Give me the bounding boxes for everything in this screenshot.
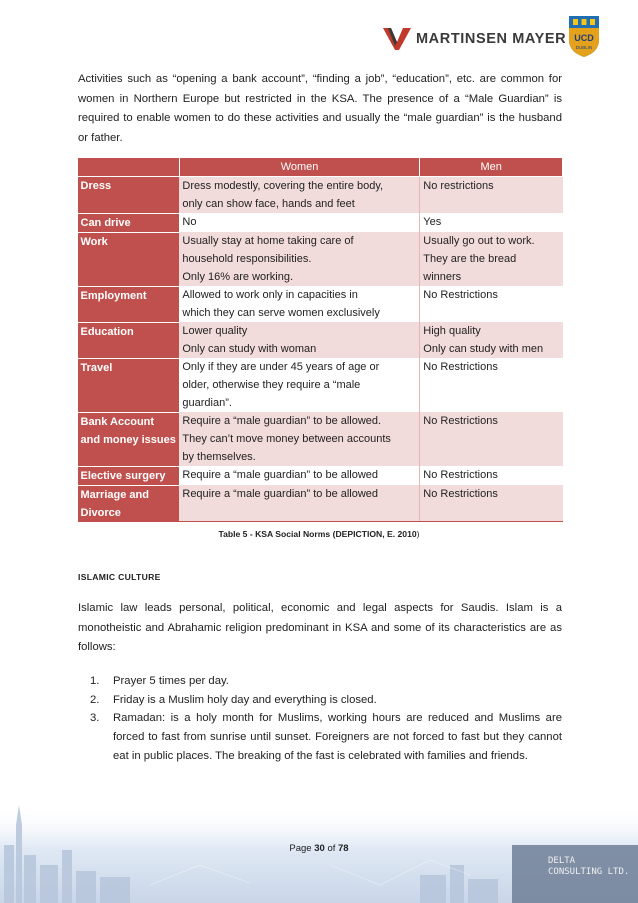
table-header-row xyxy=(78,158,563,177)
row-label: Bank Account and money issues xyxy=(78,412,180,466)
islam-characteristics-list xyxy=(90,672,562,766)
table-row xyxy=(78,322,563,358)
women-cell xyxy=(179,213,419,232)
women-cell xyxy=(179,177,419,214)
men-cell xyxy=(420,412,563,466)
table-row xyxy=(78,358,563,412)
cell-line: No xyxy=(182,216,197,228)
table-caption xyxy=(0,529,638,539)
cell-line: household responsibilities. xyxy=(182,253,312,265)
table-row xyxy=(78,485,563,522)
cell-line: They are the bread xyxy=(423,253,517,265)
ksa-social-norms-table xyxy=(77,157,563,522)
martinsen-mayer-brand: MARTINSEN MAYER xyxy=(416,31,567,47)
women-cell xyxy=(179,322,419,358)
cell-line: Usually stay at home taking care of xyxy=(182,235,354,247)
row-label: Travel xyxy=(78,358,180,412)
men-cell xyxy=(420,177,563,214)
cell-line: No restrictions xyxy=(423,180,494,192)
row-label: Can drive xyxy=(78,213,180,232)
header-empty xyxy=(78,158,180,177)
women-cell xyxy=(179,232,419,286)
footer-skyline-image xyxy=(0,805,638,903)
cell-line: No Restrictions xyxy=(423,361,498,373)
table-row xyxy=(78,232,563,286)
row-label: Marriage and Divorce xyxy=(78,485,180,522)
list-text: Ramadan: is a holy month for Muslims, working hours are reduced and Muslims are forced to fast from sunrise until sunset. Foreigners are not forced to fast but they cannot eat in public places. The breaking of the fast is celebrated with families and friends. xyxy=(113,712,562,762)
delta-line1: DELTA xyxy=(548,856,576,866)
cell-line: only can show face, hands and feet xyxy=(182,198,355,210)
cell-line: Only if they are under 45 years of age or xyxy=(182,361,380,373)
list-text: Prayer 5 times per day. xyxy=(113,675,229,687)
martinsen-mayer-logo xyxy=(383,24,566,54)
men-cell xyxy=(420,213,563,232)
list-item xyxy=(90,709,562,765)
row-label: Education xyxy=(78,322,180,358)
men-cell xyxy=(420,485,563,522)
list-number: 3. xyxy=(90,712,100,725)
cell-line: older, otherwise they require a “male xyxy=(182,379,361,391)
page-of: of xyxy=(327,843,336,854)
cell-line: Only can study with men xyxy=(423,343,544,355)
caption-text: Table 5 - KSA Social Norms (DEPICTION, E. 2010 xyxy=(218,529,417,539)
men-cell xyxy=(420,466,563,485)
ucd-dublin-crest-icon xyxy=(567,14,601,58)
page-number xyxy=(0,843,638,854)
cell-line: They can’t move money between accounts xyxy=(182,433,391,445)
islam-paragraph: Islamic law leads personal, political, economic and legal aspects for Saudis. Islam is a monotheistic and Abrahamic religion predominant in KSA and some of its characteristics are as follows: xyxy=(78,602,562,653)
intro-paragraph: Activities such as “opening a bank account”, “finding a job”, “education”, etc. are common for women in Northern Europe but restricted in the KSA. The presence of a “Male Guardian” is required to enable women to do these activities and usually the “male guardian” is the husband or father. xyxy=(78,73,562,144)
header-women: Women xyxy=(179,158,419,177)
men-cell xyxy=(420,358,563,412)
table-row xyxy=(78,286,563,322)
cell-line: Allowed to work only in capacities in xyxy=(182,289,358,301)
table-row xyxy=(78,466,563,485)
cell-line: No Restrictions xyxy=(423,469,498,481)
row-label: Work xyxy=(78,232,180,286)
cell-line: High quality xyxy=(423,325,481,337)
cell-line: Usually go out to work. xyxy=(423,235,535,247)
list-item xyxy=(90,691,562,710)
cell-line: Require a “male guardian” to be allowed. xyxy=(182,415,382,427)
header-men: Men xyxy=(420,158,563,177)
row-label: Elective surgery xyxy=(78,466,180,485)
women-cell xyxy=(179,485,419,522)
cell-line: guardian”. xyxy=(182,397,232,409)
cell-line: Yes xyxy=(423,216,442,228)
cell-line: No Restrictions xyxy=(423,289,498,301)
cell-line: Require a “male guardian” to be allowed xyxy=(182,469,379,481)
svg-text:DUBLIN: DUBLIN xyxy=(575,45,593,50)
women-cell xyxy=(179,286,419,322)
page-total: 78 xyxy=(338,843,349,854)
table-row xyxy=(78,412,563,466)
women-cell xyxy=(179,412,419,466)
cell-line: winners xyxy=(423,271,462,283)
row-label: Employment xyxy=(78,286,180,322)
table-row xyxy=(78,213,563,232)
list-number: 1. xyxy=(90,675,100,687)
cell-line: No Restrictions xyxy=(423,415,498,427)
cell-line: Lower quality xyxy=(182,325,248,337)
cell-line: by themselves. xyxy=(182,451,256,463)
delta-consulting-logo xyxy=(548,856,629,878)
men-cell xyxy=(420,286,563,322)
cell-line: Require a “male guardian” to be allowed xyxy=(182,488,379,500)
cell-line: No Restrictions xyxy=(423,488,498,500)
list-item xyxy=(90,672,562,691)
list-text: Friday is a Muslim holy day and everything is closed. xyxy=(113,693,377,706)
list-number: 2. xyxy=(90,693,100,706)
men-cell xyxy=(420,232,563,286)
cell-line: which they can serve women exclusively xyxy=(182,307,380,319)
page-current: 30 xyxy=(314,843,325,854)
section-heading: ISLAMIC CULTURE xyxy=(78,572,161,582)
martinsen-mayer-mark-icon xyxy=(383,26,411,52)
women-cell xyxy=(179,466,419,485)
cell-line: Only can study with woman xyxy=(182,343,317,355)
svg-text:UCD: UCD xyxy=(574,33,594,43)
women-cell xyxy=(179,358,419,412)
table-row xyxy=(78,177,563,214)
caption-close: ) xyxy=(416,529,420,539)
cell-line: Only 16% are working. xyxy=(182,271,294,283)
delta-line2: CONSULTING LTD. xyxy=(548,867,630,877)
page-label: Page xyxy=(289,843,312,854)
cell-line: Dress modestly, covering the entire body, xyxy=(182,180,384,192)
row-label: Dress xyxy=(78,177,180,214)
men-cell xyxy=(420,322,563,358)
